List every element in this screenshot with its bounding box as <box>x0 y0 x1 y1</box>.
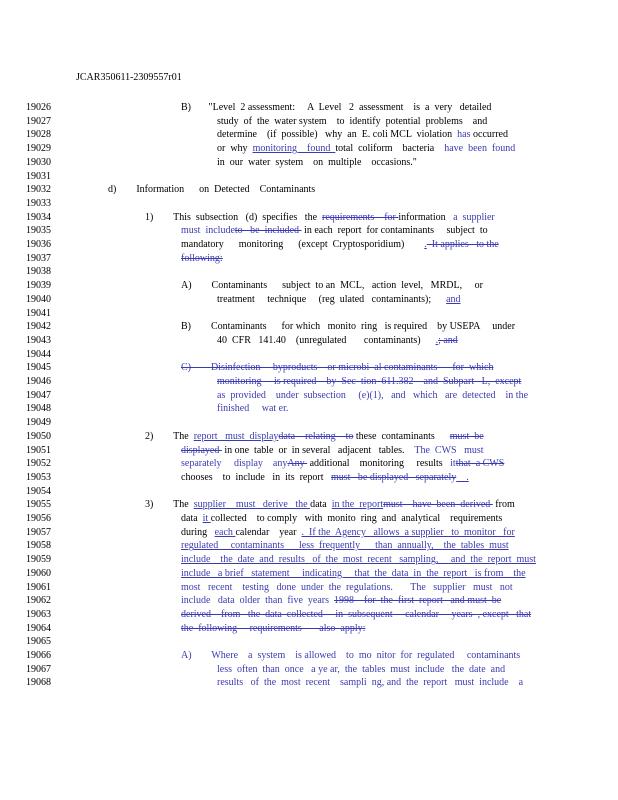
deleted-text: ; and <box>438 334 458 346</box>
line-number: 19039 <box>26 280 51 292</box>
line-number: 19065 <box>26 636 51 648</box>
text-segment: 1) This subsection (d) specifies the <box>145 211 323 223</box>
deleted-text: 1998 for the first report and must be <box>334 595 502 607</box>
text-segment: collected to comply with monito ring and analytical requirements <box>210 513 503 524</box>
text-line <box>181 554 536 565</box>
text-line <box>181 225 488 236</box>
line-number: 19036 <box>26 239 51 250</box>
deleted-text: that a CWS <box>455 458 505 470</box>
inserted-text: include a brief statement indicating that the data in the report is from the <box>181 567 526 579</box>
line-number: 19055 <box>26 499 51 511</box>
deleted-text: must have been derived <box>383 499 493 511</box>
line-number: 19059 <box>26 554 51 566</box>
deleted-text: C) Disinfection byproducts or microbi al contaminants for which <box>181 362 494 374</box>
inserted-text: each <box>214 526 236 538</box>
line-number: 19066 <box>26 650 51 661</box>
deleted-text: data relating to <box>278 430 354 442</box>
inserted-text: a supplier <box>453 211 495 223</box>
document-header: JCAR350611-2309557r01 <box>76 72 182 83</box>
inserted-text: must include <box>181 225 235 237</box>
deleted-text: the following requirements also apply: <box>181 622 366 634</box>
deleted-text: displayed <box>181 444 222 456</box>
line-number: 19037 <box>26 252 51 264</box>
text-segment: in each report for contaminants subject to <box>301 225 488 237</box>
text-line <box>181 513 502 524</box>
text-segment: total coliform bacteria <box>335 143 445 155</box>
text-segment: A) Contaminants subject to an MCL, action level, MRDL, or <box>181 280 483 292</box>
line-number: 19042 <box>26 321 51 333</box>
inserted-text: have been found <box>444 143 516 155</box>
text-segment: or why <box>217 143 253 155</box>
text-line <box>217 294 461 305</box>
text-segment: in one table or in several adjacent tables. <box>221 444 415 456</box>
line-number: 19060 <box>26 567 51 579</box>
line-number: 19053 <box>26 471 51 483</box>
line-number: 19068 <box>26 677 51 689</box>
deleted-text: requirements for <box>322 211 399 223</box>
line-number: 19061 <box>26 581 51 593</box>
inserted-text: monitoring found <box>252 143 336 155</box>
text-line <box>181 362 493 373</box>
deleted-text: monitoring is required by Sec tion 611.382 and Subpart L, except <box>217 376 522 387</box>
inserted-text: include the date and results of the most recent sampling, and the report must <box>181 554 536 566</box>
text-line <box>181 568 526 579</box>
text-segment: B) Contaminants for which monito ring is required by USEPA under <box>181 321 516 333</box>
text-line <box>181 280 483 291</box>
line-number: 19030 <box>26 156 51 168</box>
inserted-text: and <box>446 293 461 305</box>
inserted-text: separately display any <box>181 458 288 470</box>
line-number: 19047 <box>26 389 51 401</box>
line-number: 19044 <box>26 348 51 360</box>
inserted-text: as provided under subsection (e)(1), and which are detected in the <box>217 389 529 401</box>
deleted-text: must be displayed separately <box>330 471 457 483</box>
text-segment: occurred <box>470 129 508 141</box>
line-number: 19057 <box>26 526 51 538</box>
deleted-text: to be included <box>234 225 302 237</box>
text-line <box>145 212 495 223</box>
line-number: 19054 <box>26 485 51 497</box>
line-number: 19062 <box>26 595 51 607</box>
deleted-text: Any <box>287 458 308 470</box>
text-segment: chooses to include in its report <box>181 471 331 483</box>
text-line <box>217 335 458 346</box>
line-number: 19058 <box>26 540 51 552</box>
line-number: 19026 <box>26 102 51 113</box>
text-segment: in our water system on multiple occasions." <box>217 156 417 168</box>
line-number: 19051 <box>26 444 51 456</box>
deleted-text: derived from the data collected in subsequent calendar years <box>181 608 478 620</box>
text-line <box>217 157 417 168</box>
inserted-text: The CWS must <box>414 444 484 456</box>
inserted-text: . <box>435 334 439 346</box>
inserted-text: A) Where a system is allowed to mo nitor for regulated contaminants <box>181 650 521 661</box>
text-line <box>217 376 521 387</box>
inserted-text: it <box>202 513 211 524</box>
line-number: 19035 <box>26 225 51 237</box>
text-line <box>181 623 365 634</box>
text-line <box>217 116 487 127</box>
text-segment: additional monitoring results <box>307 458 451 470</box>
inserted-text: most recent testing done under the regulations. The supplier must not <box>181 581 513 593</box>
line-number: 19027 <box>26 115 51 127</box>
text-line <box>181 527 515 538</box>
text-segment: during <box>181 526 215 538</box>
deleted-text: , except that <box>477 608 532 620</box>
text-line <box>217 143 515 154</box>
inserted-text: has <box>457 129 471 141</box>
text-segment: B) "Level 2 assessment: A Level 2 assessment is a very detailed <box>181 102 492 113</box>
line-number: 19032 <box>26 184 51 196</box>
text-segment: 2) The <box>145 430 194 442</box>
deleted-text: following: <box>181 252 223 264</box>
text-line <box>181 458 504 469</box>
line-number: 19063 <box>26 608 51 620</box>
text-segment: 40 CFR 141.40 (unregulated contaminants) <box>217 334 436 346</box>
inserted-text: include data older than five years <box>181 595 334 607</box>
text-segment: these contaminants <box>353 430 450 442</box>
inserted-text: in the report <box>331 499 384 511</box>
text-segment: information <box>398 211 454 223</box>
line-number: 19038 <box>26 266 51 278</box>
inserted-text: . If the Agency allows a supplier to monitor for <box>301 526 515 538</box>
text-line <box>217 390 528 401</box>
line-number: 19028 <box>26 129 51 141</box>
text-line <box>217 664 505 675</box>
text-line <box>181 321 515 332</box>
line-number: 19067 <box>26 663 51 675</box>
text-line <box>181 540 509 551</box>
line-number: 19040 <box>26 293 51 305</box>
text-segment: 3) The <box>145 499 194 511</box>
line-number: 19031 <box>26 170 51 182</box>
text-line <box>181 472 469 483</box>
line-number: 19034 <box>26 211 51 223</box>
text-segment: calendar year <box>235 526 302 538</box>
line-number: 19049 <box>26 417 51 429</box>
inserted-text: . <box>424 239 427 250</box>
inserted-text: it <box>450 458 456 470</box>
text-segment: treatment technique (reg ulated contaminants); <box>217 293 447 305</box>
text-line <box>181 595 501 606</box>
text-line <box>217 129 508 140</box>
text-segment: mandatory monitoring (except Cryptosporidium) <box>181 239 425 250</box>
deleted-text: must be <box>449 430 484 442</box>
line-number: 19064 <box>26 622 51 634</box>
line-number: 19045 <box>26 362 51 374</box>
text-line <box>108 184 315 195</box>
inserted-text: supplier must derive the <box>193 499 311 511</box>
inserted-text: finished wat er. <box>217 403 289 415</box>
deleted-text: It applies to the <box>426 239 499 250</box>
text-line <box>217 677 523 688</box>
line-number: 19029 <box>26 143 51 155</box>
line-number: 19048 <box>26 403 51 415</box>
line-number: 19033 <box>26 197 51 209</box>
text-segment: determine (if possible) why an E. coli MCL violation <box>217 129 458 141</box>
text-line <box>217 403 288 414</box>
text-line <box>145 431 484 442</box>
text-line <box>145 499 515 510</box>
text-segment: from <box>492 499 515 511</box>
text-line <box>181 253 223 264</box>
line-number: 19041 <box>26 307 51 319</box>
line-number: 19052 <box>26 458 51 470</box>
text-line <box>181 609 531 620</box>
text-segment: data <box>181 513 203 524</box>
text-line <box>181 445 484 456</box>
text-line <box>181 650 520 661</box>
inserted-text: less often than once a ye ar, the tables must include the date and <box>217 663 506 675</box>
line-number: 19043 <box>26 334 51 346</box>
inserted-text: regulated contaminants less frequently than annually, the tables must <box>181 540 509 552</box>
inserted-text: report must display <box>193 430 279 442</box>
line-number: 19056 <box>26 513 51 524</box>
line-number: 19046 <box>26 376 51 387</box>
text-line <box>181 582 513 593</box>
text-segment: d) Information on Detected Contaminants <box>108 184 316 196</box>
text-line <box>181 102 491 113</box>
text-segment: data <box>310 499 332 511</box>
inserted-text: . <box>456 471 469 483</box>
inserted-text: results of the most recent sampli ng, and the report must include a <box>217 677 524 689</box>
line-number: 19050 <box>26 430 51 442</box>
text-line <box>181 239 499 250</box>
text-segment: study of the water system to identify potential problems and <box>217 115 488 127</box>
